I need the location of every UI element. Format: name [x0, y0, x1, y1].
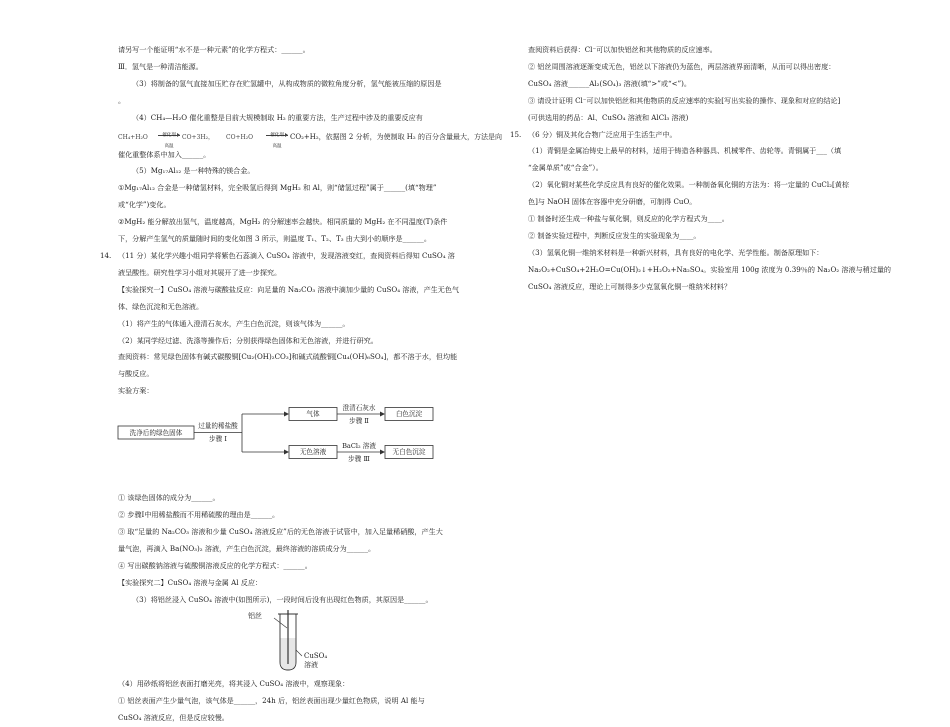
experiment-heading: 【实验探究二】CuSO₄ 溶液与金属 Al 反应： — [118, 577, 263, 587]
text-line: 量气泡，再滴入 Ba(NO₃)₂ 溶液，产生白色沉淀，最终溶液的溶质成分为______。 — [118, 543, 376, 553]
question-3: （3）将制备的氢气直接加压贮存在贮氢罐中，从构成物质的微粒角度分析，氢气能被压缩的原因是 — [132, 78, 442, 88]
text-line: （3）将铝丝浸入 CuSO₄ 溶液中(如图所示)，一段时间后没有出现红色物质，其原因是______。 — [132, 594, 433, 604]
text-line: 催化重整体系中加入______。 — [118, 149, 211, 159]
text-line: 请另写一个能证明“水不是一种元素”的化学方程式：______。 — [118, 45, 310, 54]
flow-reagent-label: 过量的稀盐酸 — [198, 422, 238, 431]
text-line: （2）氧化铜对某些化学反应具有良好的催化效果。一种制备氧化铜的方法为：将一定量的 CuCl₂[黄棕 — [528, 180, 849, 190]
text-line: （1）将产生的气体通入澄清石灰水，产生白色沉淀，则该气体为______。 — [118, 318, 350, 328]
text-line: （1）青铜是金属冶铸史上最早的材料，适用于铸造各种器具、机械零件、齿轮等。青铜属于___（填 — [528, 146, 842, 156]
text-line: ① 铝丝表面产生少量气泡，该气体是______，24h 后，铝丝表面出现少量红色物质，说明 Al 能与 — [118, 696, 425, 706]
text-line: ② 制备实验过程中，判断反应发生的实验现象为____。 — [528, 230, 701, 240]
condition-label: 高温 — [272, 143, 282, 149]
flow-result-box: 白色沉淀 — [395, 410, 423, 419]
flow-start-box: 洗净后的绿色固体 — [129, 429, 183, 438]
flow-reagent-label: BaCl₂ 溶液 — [342, 442, 376, 451]
text-line: ② 步骤Ⅰ中用稀盐酸而不用稀硫酸的理由是______。 — [118, 510, 280, 520]
question-number: 14. — [100, 250, 112, 260]
test-tube-figure — [118, 610, 522, 672]
question-14-intro — [100, 248, 522, 265]
flow-solution-box: 无色溶液 — [299, 448, 327, 457]
text-line: 查阅资料：常见绿色固体有碱式碳酸铜[Cu₂(OH)₂CO₃]和碱式硫酸铜[Cu₄(OH)₆SO₄]，都不溶于水，但均能 — [118, 352, 458, 362]
equation-1-reactants: CH₄+H₂O — [118, 133, 148, 141]
text-line: 或“化学”)变化。 — [118, 200, 171, 210]
question-15-intro — [510, 127, 932, 144]
question-4: （4）CH₄—H₂O 催化重整是目前大规模制取 H₂ 的重要方法，生产过程中涉及的重要反应有 — [132, 112, 423, 122]
reaction-equations — [118, 127, 522, 147]
text-line: 查阅资料后获得：Cl⁻可以加快铝丝和其他物质的反应速率。 — [528, 45, 717, 54]
left-column — [100, 42, 522, 727]
text-line: ① 制备时还生成一种盐与氧化铜，则反应的化学方程式为____。 — [528, 214, 729, 224]
condition-label: 高温 — [164, 143, 174, 149]
reaction-arrow-icon — [158, 132, 180, 149]
text-line: ② 铝丝周围溶液逐渐变成无色，铝丝以下溶液仍为蓝色，两层溶液界面清晰，从而可以得出密度： — [528, 61, 836, 71]
text-line: Na₂O₂+CuSO₄+2H₂O=Cu(OH)₂↓+H₂O₂+Na₂SO₄。实验室用 100g 浓度为 0.39％的 Na₂O₂ 溶液与稍过量的 — [528, 264, 892, 274]
text-line: (可供选用的药品：Al、CuSO₄ 溶液和 AlCl₃ 溶液) — [528, 112, 689, 122]
text-line: ③ 请设计证明 Cl⁻可以加快铝丝和其他物质的反应速率的实验[写出实验的操作、现象和对应的结论] — [528, 95, 841, 105]
question-text: （6 分）铜及其化合物广泛应用于生活生产中。 — [528, 129, 677, 139]
text-line: ① 该绿色固体的成分为______。 — [118, 493, 220, 503]
experiment-flowchart — [118, 402, 522, 484]
text-line: 体、绿色沉淀和无色溶液。 — [118, 301, 204, 311]
question-5: （5）Mg₁₇Al₁₂ 是一种特殊的镁合金。 — [132, 166, 255, 176]
text-line: ①Mg₁₇Al₁₂ 合金是一种储氢材料，完全吸氢后得到 MgH₂ 和 Al，则“储氢过程”属于______(填“物理” — [118, 183, 437, 193]
text-line: ④ 写出碳酸钠溶液与硫酸铜溶液反应的化学方程式：______。 — [118, 560, 312, 570]
text-line: （3）氢氧化铜一维纳米材料是一种新兴材料，具有良好的电化学、光学性能。制备原理如下： — [528, 247, 824, 257]
text-line: （4）用砂纸将铝丝表面打磨光亮，将其浸入 CuSO₄ 溶液中，观察现象： — [118, 679, 350, 689]
flow-gas-box: 气体 — [306, 410, 320, 419]
question-number: 15. — [510, 129, 522, 139]
flow-step-label: 步骤 Ⅲ — [348, 455, 370, 464]
text-line: 液呈酸性。研究性学习小组对其展开了进一步探究。 — [118, 267, 282, 277]
text-line: CuSO₄ 溶液______Al₂(SO₄)₃ 溶液(填“>”或“<”)。 — [528, 78, 692, 88]
aluminum-wire-label: 铝丝 — [248, 612, 262, 621]
right-column — [510, 42, 932, 296]
experiment-heading: 【实验探究一】CuSO₄ 溶液与碳酸盐反应：向足量的 Na₂CO₃ 溶液中滴加少量的 CuSO₄ 溶液，产生无色气 — [118, 284, 460, 294]
flow-step-label: 步骤 Ⅰ — [209, 435, 227, 444]
equation-2-reactants: CO+H₂O — [226, 133, 254, 141]
text-line: CuSO₄ 溶液反应，但是反应较慢。 — [118, 713, 229, 723]
equation-2-products: CO₂+H₂，依据图 2 分析，为使制取 H₂ 的百分含量最大，方法是向 — [290, 132, 502, 141]
section-heading: Ⅲ．氢气是一种清洁能源。 — [118, 61, 203, 71]
text-line: 。 — [118, 95, 126, 105]
text-line: 色]与 NaOH 固体在容器中充分研磨，可制得 CuO。 — [528, 197, 697, 207]
question-text: （11 分）某化学兴趣小组同学将紫色石蕊滴入 CuSO₄ 溶液中，发现溶液变红，查阅资料后得知 CuSO₄ 溶 — [118, 250, 455, 260]
flow-step-label: 步骤 Ⅱ — [349, 417, 369, 426]
text-line: “金属单质”或“合金”）。 — [528, 163, 603, 173]
solution-label: CuSO₄ — [304, 652, 328, 661]
text-line: CuSO₄ 溶液反应，理论上可制得多少克氢氧化铜一维纳米材料？ — [528, 281, 732, 291]
text-line: 实验方案： — [118, 386, 154, 396]
solution-label: 溶液 — [304, 661, 318, 670]
equation-1-products: CO+3H₂， — [182, 133, 214, 141]
text-line: （2）某同学经过滤、洗涤等操作后；分别获得绿色固体和无色溶液，并进行研究。 — [118, 335, 378, 345]
text-line: 下，分解产生氢气的质量随时间的变化如图 3 所示，则温度 T₁、T₂、T₃ 由大到小的顺序是______。 — [118, 234, 431, 244]
catalyst-label: 催化剂 — [162, 132, 176, 138]
text-line: ②MgH₂ 能分解放出氢气，温度越高，MgH₂ 的分解速率会越快。相同质量的 MgH₂ 在不同温度(T)条件 — [118, 217, 448, 227]
test-tube-icon — [268, 610, 308, 672]
reaction-arrow-icon — [266, 132, 288, 149]
flow-reagent-label: 澄清石灰水 — [342, 404, 376, 413]
catalyst-label: 催化剂 — [270, 132, 284, 138]
text-line: ③ 取“足量的 Na₂CO₃ 溶液和少量 CuSO₄ 溶液反应”后的无色溶液于试管中，加入足量稀硝酸，产生大 — [118, 526, 443, 536]
text-line: 与酸反应。 — [118, 369, 154, 379]
flow-result-box: 无白色沉淀 — [392, 448, 426, 457]
